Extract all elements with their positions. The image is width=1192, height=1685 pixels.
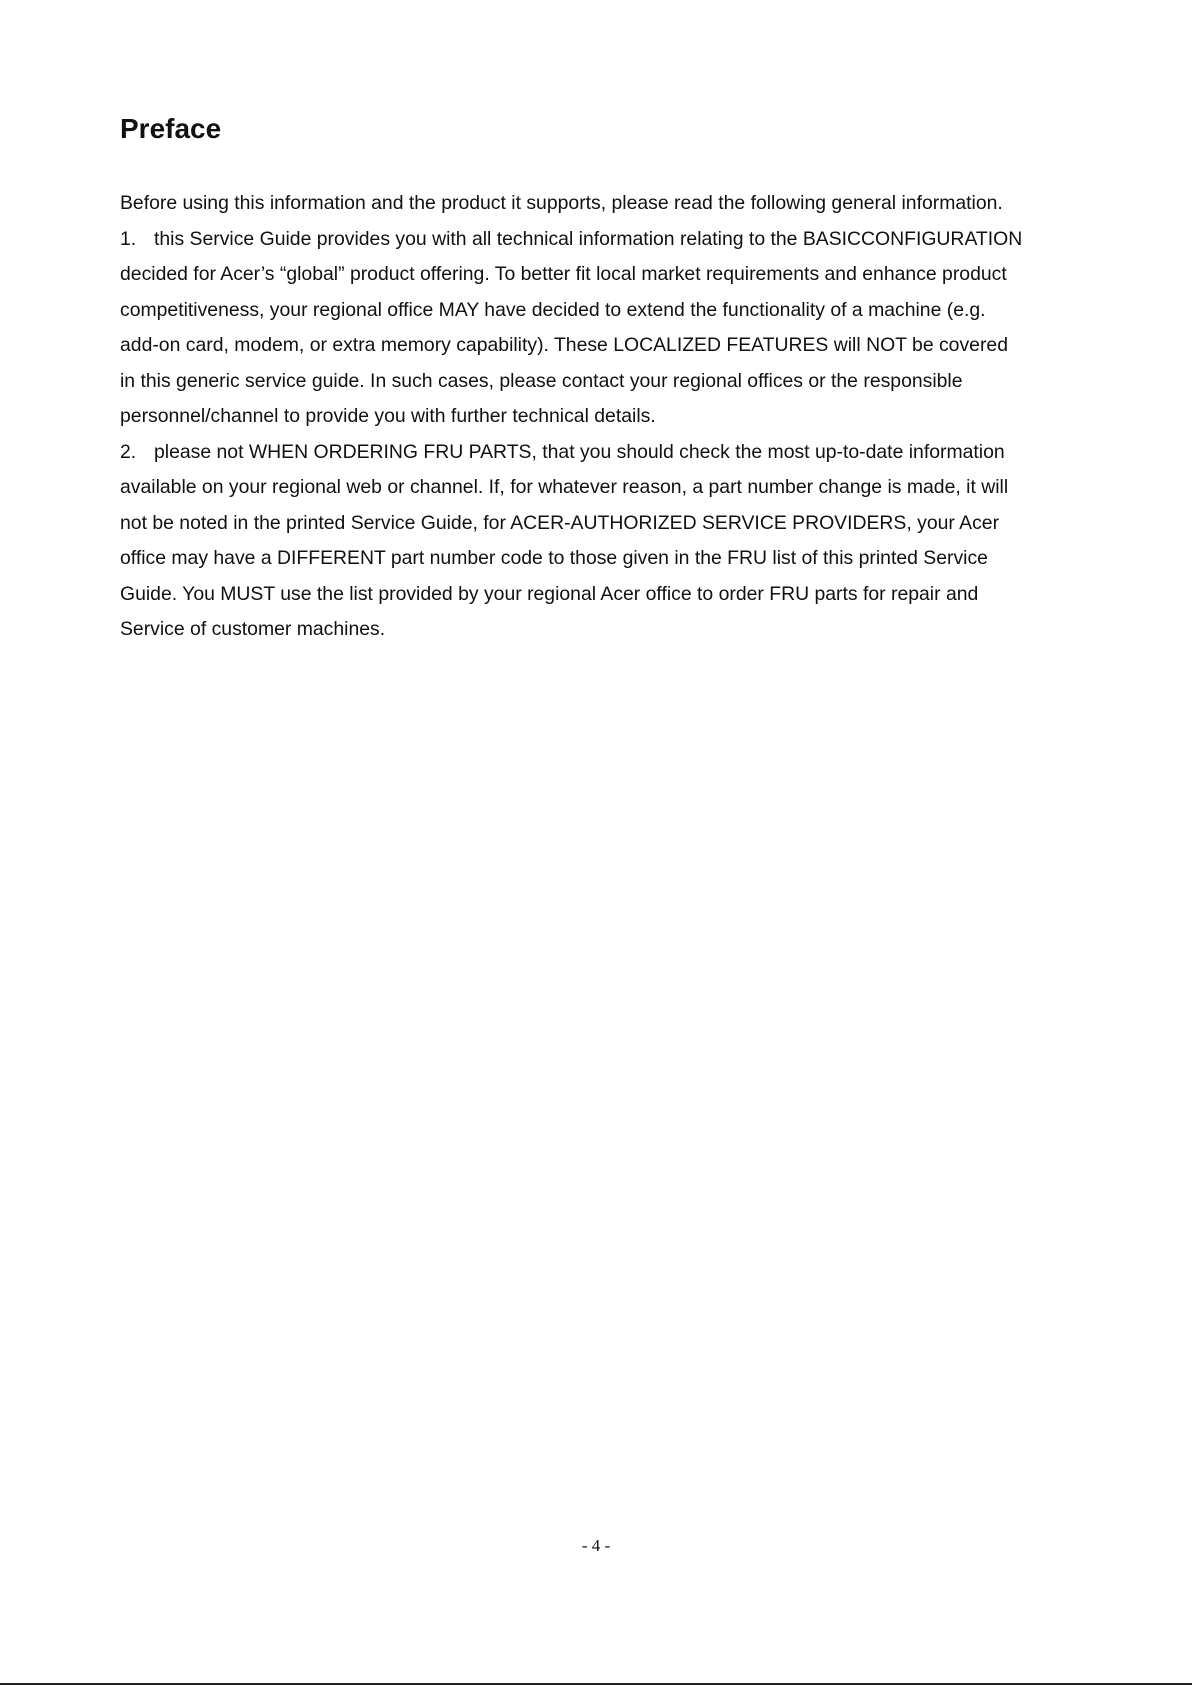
- item-1-line-1: [120, 222, 1080, 258]
- item-1-line-5: in this generic service guide. In such cases, please contact your regional offices or the responsible: [120, 369, 963, 392]
- item-2-text-line-1: please not WHEN ORDERING FRU PARTS, that you should check the most up-to-date information: [154, 440, 1005, 463]
- page-number: - 4 -: [581, 1536, 611, 1555]
- item-1-line-4: add-on card, modem, or extra memory capability). These LOCALIZED FEATURES will NOT be covered: [120, 334, 1008, 356]
- page-title: Preface: [120, 113, 222, 144]
- item-2-line-2: available on your regional web or channel. If, for whatever reason, a part number change is made, it will: [120, 476, 1009, 498]
- item-2-line-1: [120, 435, 1080, 471]
- item-1-line-2: decided for Acer’s “global” product offering. To better fit local market requirements and enhance product: [120, 263, 1007, 285]
- item-2-line-4: office may have a DIFFERENT part number code to those given in the FRU list of this printed Service: [120, 547, 988, 569]
- item-2-number: 2.: [120, 440, 137, 463]
- item-2-line-6: Service of customer machines.: [120, 618, 386, 640]
- item-1-line-6: personnel/channel to provide you with further technical details.: [120, 405, 656, 427]
- item-2-line-5: Guide. You MUST use the list provided by your regional Acer office to order FRU parts for repair and: [120, 582, 979, 605]
- item-1-number: 1.: [120, 227, 137, 250]
- item-2-line-3: not be noted in the printed Service Guide, for ACER-AUTHORIZED SERVICE PROVIDERS, your Acer: [120, 511, 1000, 534]
- item-1-text-line-1: this Service Guide provides you with all technical information relating to the BASICCONFIGURATION: [154, 227, 1023, 250]
- preface-body: [120, 186, 1080, 648]
- intro-paragraph: Before using this information and the product it supports, please read the following general information.: [120, 192, 1003, 214]
- item-1-line-3: competitiveness, your regional office MAY have decided to extend the functionality of a machine (e.g.: [120, 298, 986, 321]
